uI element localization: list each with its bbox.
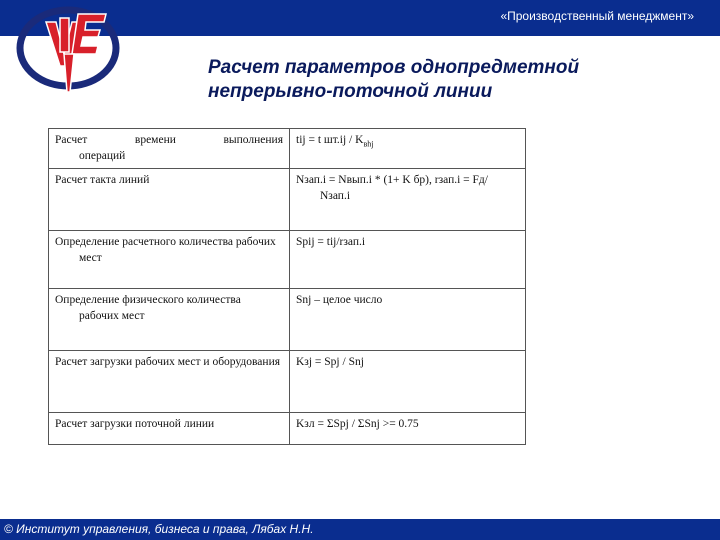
row-label — [49, 129, 290, 169]
row-formula — [290, 129, 526, 169]
row-label-text: Расчет такта линий — [55, 174, 150, 186]
course-title: «Производственный менеджмент» — [500, 9, 694, 23]
row-label — [49, 413, 290, 445]
formula-text: Kзл = ΣSpj / ΣSnj >= 0.75 — [296, 418, 419, 430]
row-label-text: Расчет загрузки рабочих мест и оборудования — [55, 356, 281, 368]
formula-text: Nзап.i = Nвып.i * (1+ K бр), rзап.i = Fд/ Nзап.i — [296, 174, 488, 202]
row-label-text: Определение расчетного количества рабочих мест — [55, 236, 276, 264]
row-formula — [290, 351, 526, 413]
row-label — [49, 289, 290, 351]
row-label-text: Определение физического количества рабочих мест — [55, 294, 241, 322]
row-formula — [290, 169, 526, 231]
table-row — [49, 231, 526, 289]
table-row — [49, 129, 526, 169]
row-formula — [290, 413, 526, 445]
row-formula — [290, 289, 526, 351]
table-row — [49, 351, 526, 413]
title-line-2: непрерывно-поточной линии — [208, 81, 493, 102]
table-row — [49, 413, 526, 445]
institute-logo-icon — [6, 4, 124, 96]
formula-text: Snj – целое число — [296, 294, 383, 306]
row-label-line: операций — [79, 150, 126, 162]
formula-text: Spij = tij/rзап.i — [296, 236, 366, 248]
row-label — [49, 169, 290, 231]
table-row — [49, 289, 526, 351]
parameters-table — [48, 128, 526, 445]
copyright-text: © Институт управления, бизнеса и права, Лябах Н.Н. — [4, 522, 314, 536]
row-label — [49, 351, 290, 413]
title-line-1: Расчет параметров однопредметной — [208, 57, 580, 78]
footer-bar — [0, 519, 720, 540]
slide-title — [208, 56, 688, 104]
formula-subscript: вhj — [363, 139, 374, 149]
row-label-text: Расчет загрузки поточной линии — [55, 418, 215, 430]
formula-text: tij = t шт.ij / K — [296, 134, 364, 146]
row-label — [49, 231, 290, 289]
table-row — [49, 169, 526, 231]
row-label-line: Расчет времени выполнения — [55, 134, 283, 146]
row-formula — [290, 231, 526, 289]
formula-text: Kзj = Spj / Snj — [296, 356, 364, 368]
